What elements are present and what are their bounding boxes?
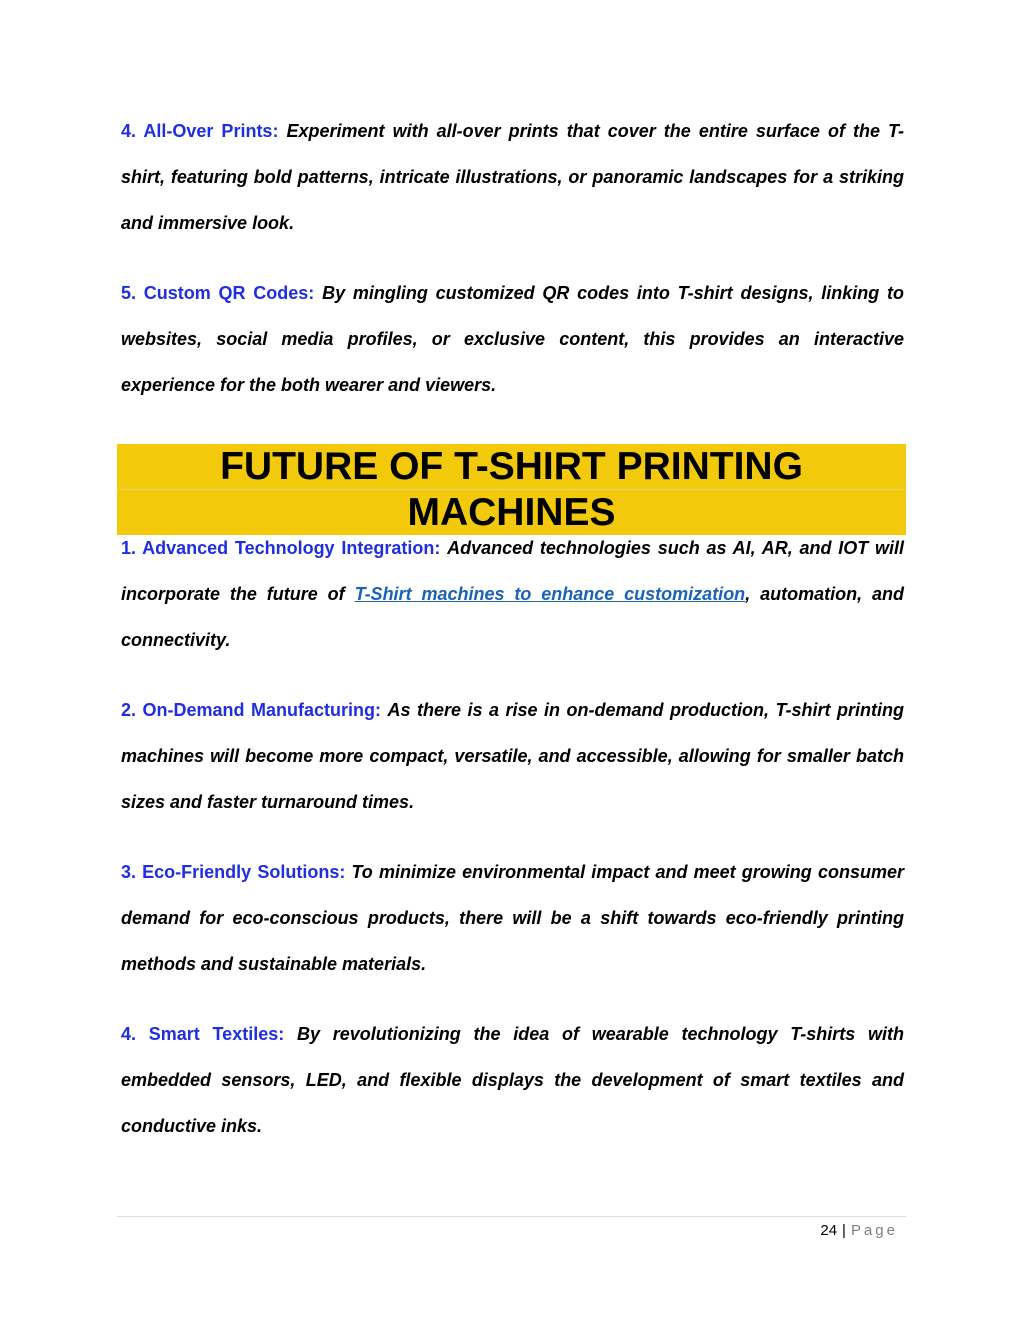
list-item-text-end: , automation, and connectivity.	[121, 584, 904, 650]
section-heading-banner	[117, 444, 906, 535]
list-item-text: Experiment with all-over prints that cover the entire surface of the T-shirt, featuring bold patterns, intricate illustrations, or panoramic landscapes for a striking and immersive look.	[121, 121, 904, 233]
list-item	[121, 270, 904, 408]
page-footer	[820, 1222, 898, 1239]
list-item-text: As there is a rise in on-demand production, T-shirt printing machines will become more compact, versatile, and accessible, allowing for smaller batch sizes and faster turnaround times.	[121, 700, 904, 812]
section-tshirt-design-ideas	[121, 108, 904, 432]
list-item-text: Advanced technologies such as AI, AR, and IOT will incorporate the future of	[121, 538, 904, 604]
section-heading-line-2: MACHINES	[407, 491, 616, 534]
list-item-text: By revolutionizing the idea of wearable technology T-shirts with embedded sensors, LED, and flexible displays the development of smart textiles and conductive inks.	[121, 1024, 904, 1136]
list-item	[121, 849, 904, 987]
footer-separator: |	[842, 1222, 846, 1239]
list-item	[121, 108, 904, 246]
list-item-text: By mingling customized QR codes into T-shirt designs, linking to websites, social media profiles, or exclusive content, this provides an interactive experience for the both wearer and viewers.	[121, 283, 904, 395]
list-item-heading: 5. Custom QR Codes:	[121, 283, 315, 303]
section-heading-line-1: FUTURE OF T-SHIRT PRINTING	[117, 444, 906, 490]
list-item	[121, 687, 904, 825]
list-item-heading: 4. All-Over Prints:	[121, 121, 279, 141]
customization-link[interactable]: T-Shirt machines to enhance customization	[354, 584, 746, 604]
list-item-text: To minimize environmental impact and meet growing consumer demand for eco-conscious products, there will be a shift towards eco-friendly printing methods and sustainable materials.	[121, 862, 904, 974]
page-label: Page	[850, 1222, 898, 1239]
list-item-heading: 1. Advanced Technology Integration:	[121, 538, 441, 558]
list-item-heading: 3. Eco-Friendly Solutions:	[121, 862, 346, 882]
page-number: 24	[820, 1222, 838, 1239]
section-future-of-printing	[121, 525, 904, 1173]
list-item-heading: 4. Smart Textiles:	[121, 1024, 285, 1044]
list-item	[121, 1011, 904, 1149]
footer-divider	[117, 1216, 906, 1217]
list-item	[121, 525, 904, 663]
list-item-heading: 2. On-Demand Manufacturing:	[121, 700, 381, 720]
